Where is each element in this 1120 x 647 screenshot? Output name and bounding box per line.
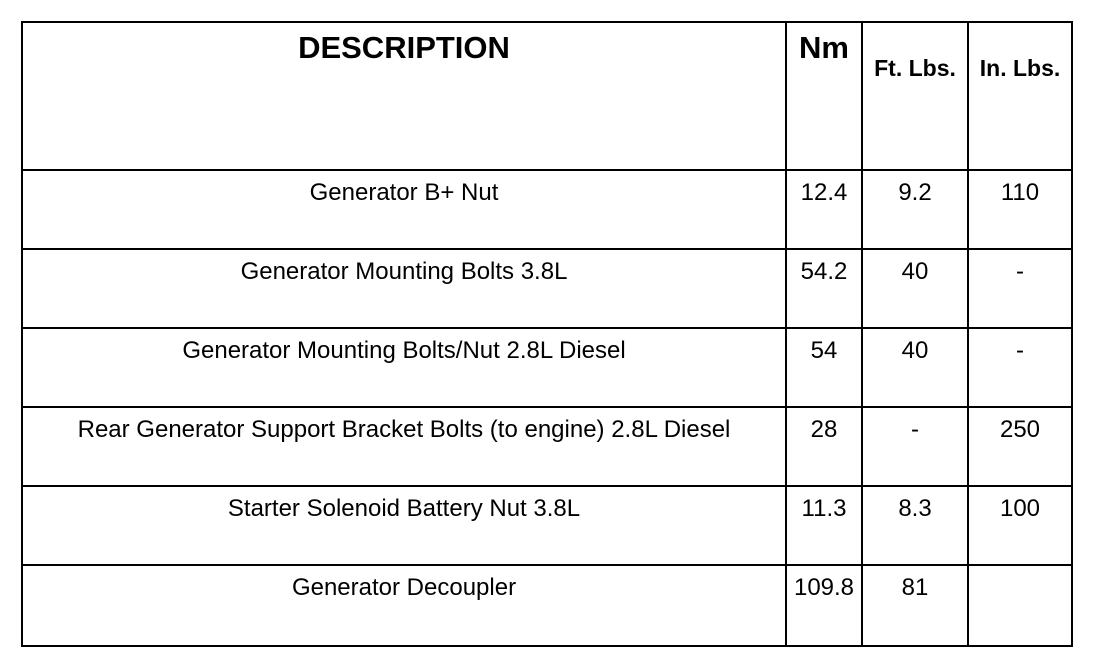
cell-nm: 109.8 [786,565,862,646]
cell-description: Starter Solenoid Battery Nut 3.8L [22,486,786,565]
cell-in-lbs: 250 [968,407,1072,486]
table-header-row [22,22,1072,170]
cell-description: Generator Mounting Bolts/Nut 2.8L Diesel [22,328,786,407]
cell-nm: 28 [786,407,862,486]
table-row [22,249,1072,328]
header-in-lbs: In. Lbs. [968,22,1072,170]
cell-in-lbs: 100 [968,486,1072,565]
header-description: DESCRIPTION [22,22,786,170]
cell-nm: 54.2 [786,249,862,328]
table-row [22,407,1072,486]
header-ft-lbs: Ft. Lbs. [862,22,968,170]
cell-in-lbs [968,565,1072,646]
cell-ft-lbs: 40 [862,249,968,328]
table-row [22,170,1072,249]
cell-nm: 12.4 [786,170,862,249]
cell-nm: 54 [786,328,862,407]
cell-ft-lbs: 81 [862,565,968,646]
cell-description: Generator B+ Nut [22,170,786,249]
header-nm: Nm [786,22,862,170]
table-row [22,486,1072,565]
cell-description: Generator Decoupler [22,565,786,646]
cell-ft-lbs: - [862,407,968,486]
cell-ft-lbs: 9.2 [862,170,968,249]
table-row [22,565,1072,646]
cell-nm: 11.3 [786,486,862,565]
cell-in-lbs: - [968,249,1072,328]
cell-ft-lbs: 40 [862,328,968,407]
cell-ft-lbs: 8.3 [862,486,968,565]
torque-spec-table [21,21,1073,647]
cell-description: Generator Mounting Bolts 3.8L [22,249,786,328]
cell-in-lbs: - [968,328,1072,407]
table-row [22,328,1072,407]
cell-in-lbs: 110 [968,170,1072,249]
cell-description: Rear Generator Support Bracket Bolts (to engine) 2.8L Diesel [22,407,786,486]
